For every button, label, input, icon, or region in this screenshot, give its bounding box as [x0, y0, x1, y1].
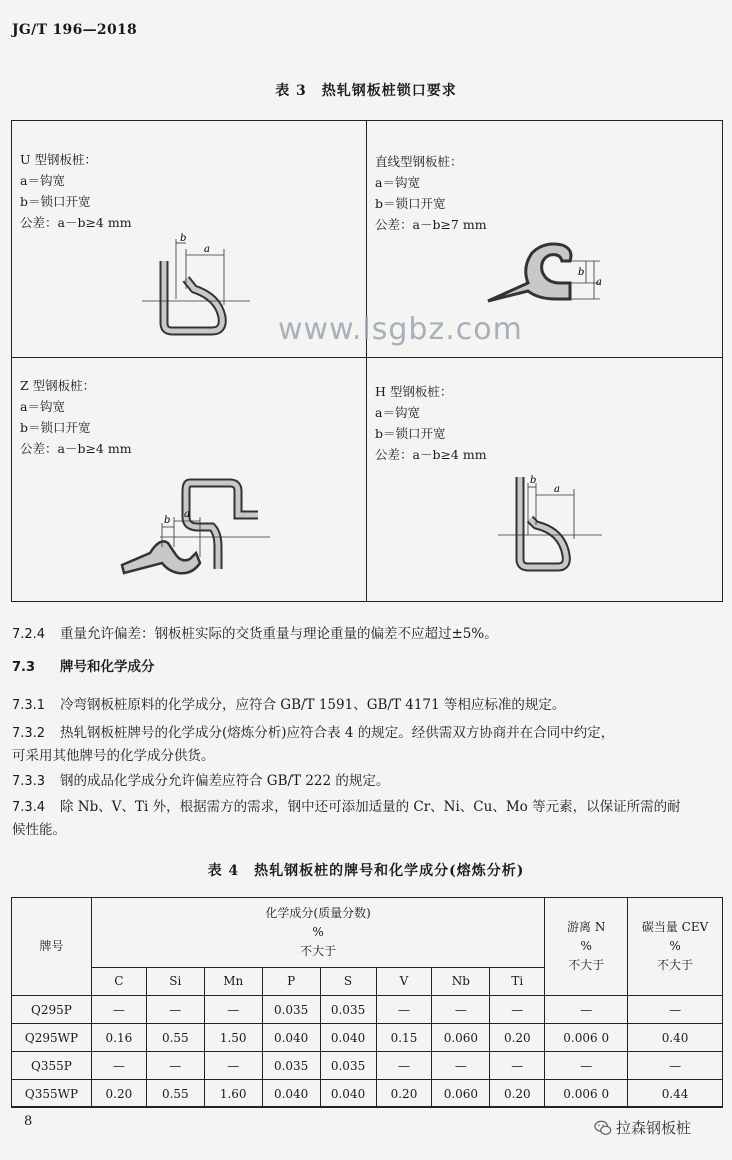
section-7-3-heading: 7.3 牌号和化学成分 [12, 659, 155, 675]
para-7-3-3: 7.3.3 钢的成品化学成分允许偏差应符合 GB/T 222 的规定。 [12, 773, 390, 789]
wechat-icon [594, 1119, 612, 1137]
def-a: a＝钩宽 [375, 405, 420, 420]
cell-title: Z 型钢板桩： [20, 378, 96, 393]
tolerance: 公差：a－b≥7 mm [375, 217, 487, 232]
dim-a-label: a [204, 244, 210, 255]
element-header: Ti [490, 968, 545, 996]
page-number: 8 [24, 1114, 33, 1129]
brand-watermark [594, 1117, 691, 1138]
para-7-2-4: 7.2.4 重量允许偏差：钢板桩实际的交货重量与理论重量的偏差不应超过±5%。 [12, 626, 498, 642]
h-type-interlock-figure [488, 469, 618, 579]
chem-group-header: 化学成分(质量分数) % 不大于 [91, 898, 544, 968]
element-header: C [91, 968, 146, 996]
element-header: Mn [204, 968, 262, 996]
table4-caption: 表 4 热轧钢板桩的牌号和化学成分(熔炼分析) [207, 863, 525, 879]
def-b: b＝锁口开宽 [375, 196, 446, 211]
dim-a-label: a [554, 484, 560, 495]
def-b: b＝锁口开宽 [20, 420, 91, 435]
para-7-3-1: 7.3.1 冷弯钢板桩原料的化学成分，应符合 GB/T 1591、GB/T 4171 等相应标准的规定。 [12, 697, 566, 713]
dim-b-label: b [578, 267, 585, 278]
para-7-3-2: 7.3.2 热轧钢板桩牌号的化学成分(熔炼分析)应符合表 4 的规定。经供需双方协商并在合同中约定， 可采用其他牌号的化学成分供货。 [12, 725, 615, 764]
tolerance: 公差：a－b≥4 mm [20, 441, 132, 456]
tolerance: 公差：a－b≥4 mm [20, 215, 132, 230]
u-type-interlock-figure [142, 233, 262, 349]
cell-straight-type [375, 151, 487, 235]
dim-a-label: a [596, 277, 602, 288]
element-header: S [320, 968, 376, 996]
cev-header: 碳当量 CEV % 不大于 [628, 898, 723, 996]
table3-caption: 表 3 热轧钢板桩锁口要求 [275, 83, 457, 99]
element-header: Nb [432, 968, 490, 996]
def-a: a＝钩宽 [375, 175, 420, 190]
element-header: Si [146, 968, 204, 996]
table-row: Q355WP 0.20 0.55 1.60 0.040 0.040 0.20 0.060 0.20 0.006 0 0.44 [12, 1080, 723, 1108]
tolerance: 公差：a－b≥4 mm [375, 447, 487, 462]
cell-z-type [20, 375, 132, 459]
cell-title: U 型钢板桩： [20, 152, 98, 167]
def-a: a＝钩宽 [20, 399, 65, 414]
chemical-composition-table [11, 897, 723, 1108]
dim-b-label: b [164, 515, 171, 526]
dim-a-label: a [184, 509, 190, 520]
z-type-interlock-figure [120, 477, 290, 587]
free-n-header: 游离 N % 不大于 [545, 898, 628, 996]
def-b: b＝锁口开宽 [20, 194, 91, 209]
table3-grid [11, 120, 723, 602]
straight-type-interlock-figure [482, 239, 622, 319]
element-header: P [262, 968, 320, 996]
element-header: V [376, 968, 432, 996]
def-a: a＝钩宽 [20, 173, 65, 188]
standard-code: JG/T 196—2018 [12, 22, 138, 38]
cell-title: H 型钢板桩： [375, 384, 453, 399]
table-row: Q295WP 0.16 0.55 1.50 0.040 0.040 0.15 0.060 0.20 0.006 0 0.40 [12, 1024, 723, 1052]
table-row: Q355P — — — 0.035 0.035 — — — — — [12, 1052, 723, 1080]
col-grade-header: 牌号 [12, 898, 92, 996]
brand-name: 拉森钢板桩 [616, 1119, 692, 1137]
dim-b-label: b [530, 475, 537, 486]
def-b: b＝锁口开宽 [375, 426, 446, 441]
cell-title: 直线型钢板桩： [375, 154, 463, 169]
table-row: Q295P — — — 0.035 0.035 — — — — — [12, 996, 723, 1024]
cell-h-type [375, 381, 487, 465]
cell-u-type [20, 149, 132, 233]
dim-b-label: b [180, 233, 187, 244]
para-7-3-4: 7.3.4 除 Nb、V、Ti 外，根据需方的需求，钢中还可添加适量的 Cr、Ni、Cu、Mo 等元素，以保证所需的耐 候性能。 [12, 799, 681, 838]
watermark: www.lsgbz.com [278, 312, 523, 347]
